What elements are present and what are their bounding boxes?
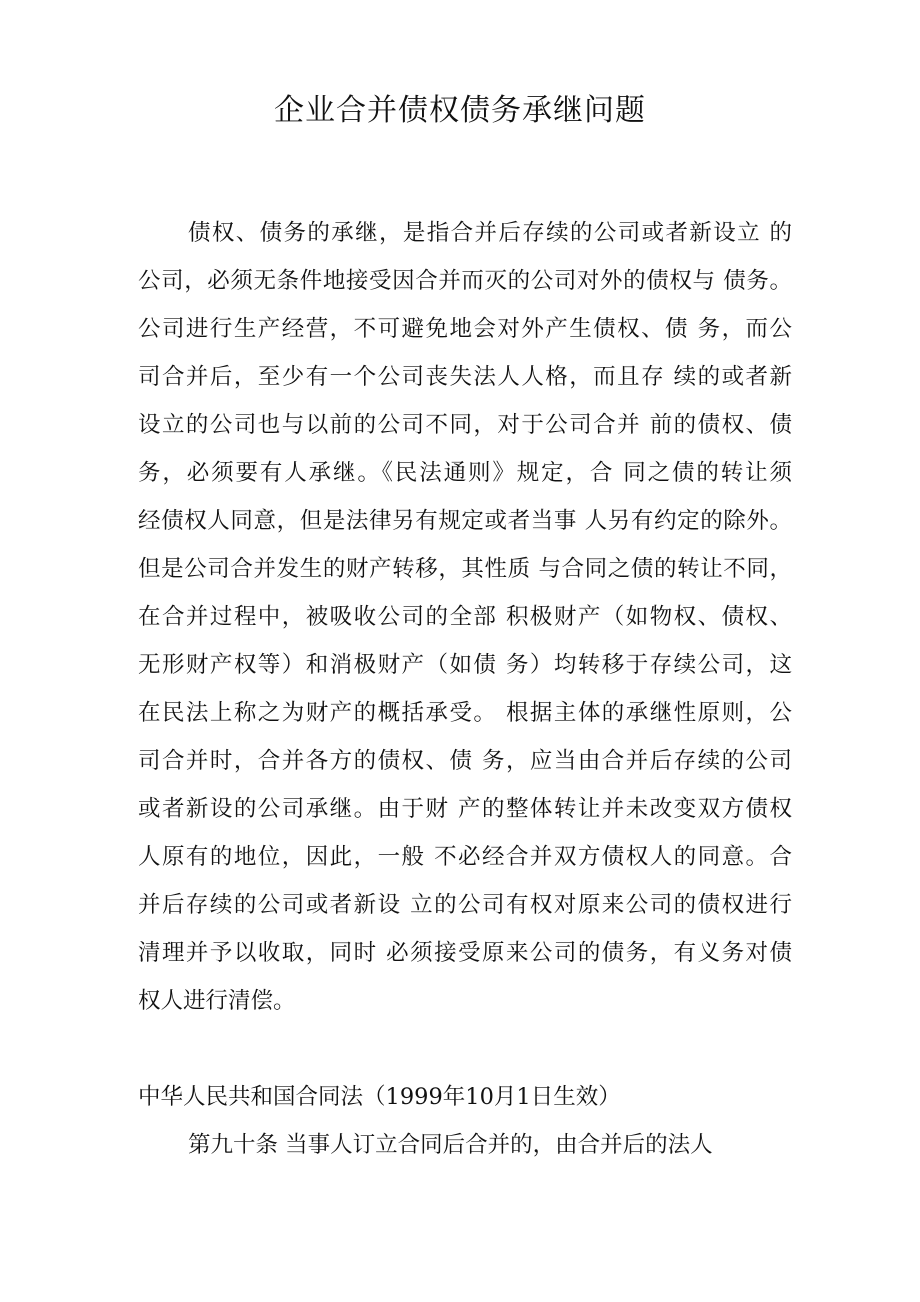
paragraph-line: 设立的公司也与以前的公司不同，对于公司合并 前的债权、债 [138,412,792,438]
paragraph-line: 在合并过程中，被吸收公司的全部 积极财产（如物权、债权、 [138,604,792,630]
article-line: 第九十条 当事人订立合同后合并的，由合并后的法人 [188,1132,713,1158]
paragraph-line-last: 权人进行清偿。 [138,988,296,1014]
law-heading: 中华人民共和国合同法（1999年10月1日生效） [138,1084,621,1110]
paragraph-line: 公司进行生产经营，不可避免地会对外产生债权、债 务，而公 [138,316,792,342]
paragraph-line: 公司，必须无条件地接受因合并而灭的公司对外的债权与 债务。 [138,268,792,294]
paragraph-line: 债权、债务的承继，是指合并后存续的公司或者新设立 的 [188,220,792,246]
document-title: 企业合并债权债务承继问题 [274,93,646,128]
paragraph-line: 务，必须要有人承继。《民法通则》规定，合 同之债的转让须 [138,460,792,486]
paragraph-line: 经债权人同意，但是法律另有规定或者当事 人另有约定的除外。 [138,508,792,534]
paragraph-line: 人原有的地位，因此，一般 不必经合并双方债权人的同意。合 [138,844,792,870]
paragraph-line: 无形财产权等）和消极财产（如债 务）均转移于存续公司，这 [138,652,792,678]
paragraph-line: 或者新设的公司承继。由于财 产的整体转让并未改变双方债权 [138,796,792,822]
paragraph-line: 司合并时，合并各方的债权、债 务，应当由合并后存续的公司 [138,748,792,774]
paragraph-line: 在民法上称之为财产的概括承受。 根据主体的承继性原则，公 [138,700,792,726]
paragraph-line: 并后存续的公司或者新设 立的公司有权对原来公司的债权进行 [138,892,792,918]
paragraph-line: 清理并予以收取，同时 必须接受原来公司的债务，有义务对债 [138,940,792,966]
paragraph-line: 但是公司合并发生的财产转移，其性质 与合同之债的转让不同， [138,556,792,582]
paragraph-line: 司合并后，至少有一个公司丧失法人人格，而且存 续的或者新 [138,364,792,390]
